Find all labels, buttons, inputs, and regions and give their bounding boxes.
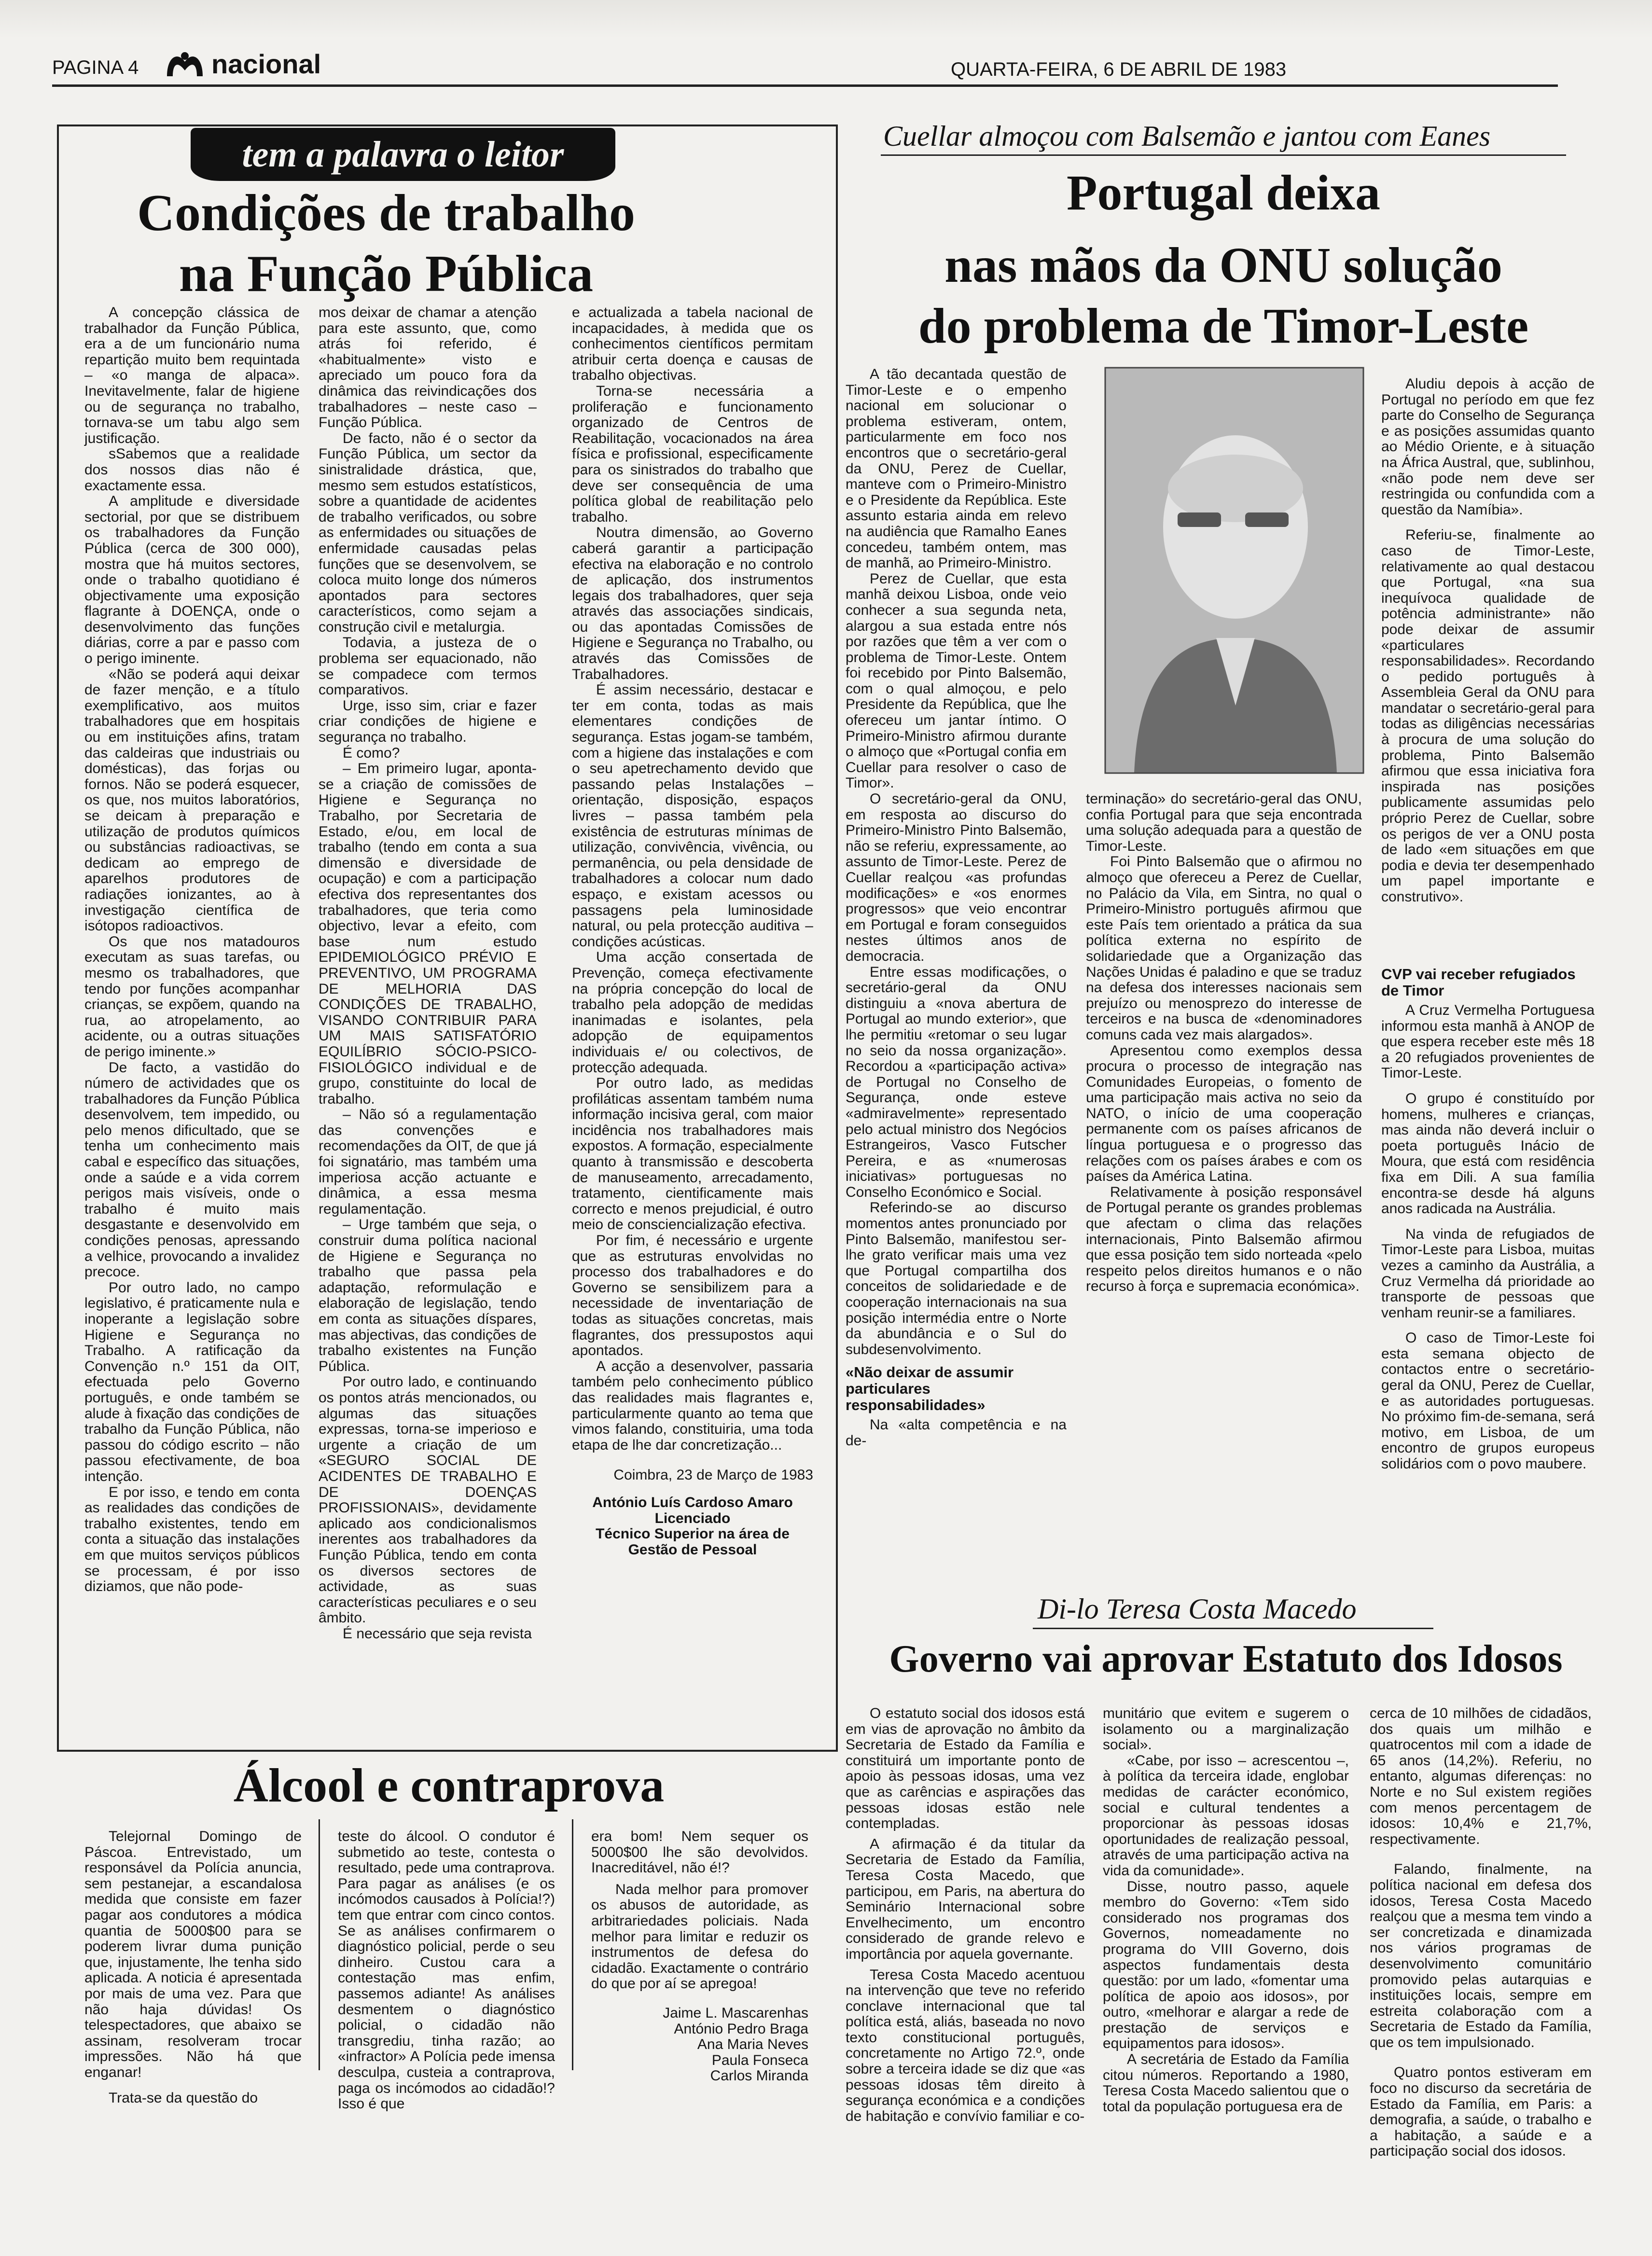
paragraph: O estatuto social dos idosos está em vias de aprovação no âmbito da Secretaria de Estado da Família e constituirá um importante ponto de apoio às pessoas idosas, uma vez que as carências e aspirações das pessoas idosas estão nele contempladas. — [846, 1705, 1085, 1832]
page-top-edge — [0, 0, 1652, 39]
paragraph: – Em primeiro lugar, aponta-se a criação de comissões de Higiene e Segurança no Trabalho, por Secretaria de Estado, e/ou, em local de trabalho (tendo em conta a sua dimensão e diversidade de ocupação) e com a participação efectiva dos representantes dos trabalhadores, que teria como objectivo, levar a efeito, com base num estudo EPIDEMIOLÓGICO PRÉVIO E PREVENTIVO, UM PROGRAMA DE MELHORIA DAS CONDIÇÕES DE TRABALHO, VISANDO CONTRIBUIR PARA UM MAIS SATISFATÓRIO EQUILÍBRIO SÓCIO-PSICO-FISIOLÓGICO individual e de grupo, constituinte do local de trabalho. — [319, 761, 537, 1107]
cvp-subhead: CVP vai receber refugiados de Timor — [1381, 966, 1576, 999]
paragraph: O grupo é constituído por homens, mulheres e crianças, mas ainda não deverá incluir o poeta português Inácio de Moura, que está com residência fixa em Dili. A sua família encontra-se desde há alguns anos radicada na Austrália. — [1381, 1090, 1595, 1217]
alcool-column-2 — [338, 1829, 555, 2128]
timor-subhead: «Não deixar de assumir particulares responsabilidades» — [846, 1364, 1014, 1414]
timor-kicker-rule — [881, 154, 1566, 156]
paragraph: teste do álcool. O condutor é submetido ao teste, contesta o resultado, pede uma contraprova. Para pagar as análises (e os incómodos causados à Polícia!?) tem que entrar com cinco contos. Se as análises confirmarem o diagnóstico policial, perde o seu dinheiro. Custou cara a contestação mas enfim, passemos adiante! As análises desmentem o diagnóstico policial, o cidadão não transgrediu, tinha razão; ao «infractor» A Polícia pede imensa desculpa, custeia a contraprova, paga os incómodos ao cidadão!? Isso é que — [338, 1828, 555, 2112]
timor-title-line2: nas mãos da ONU solução — [944, 237, 1502, 293]
letters-column-2 — [319, 305, 537, 1753]
paragraph: Na «alta competência e na de- — [846, 1417, 1067, 1449]
alcool-column-1 — [84, 1829, 302, 2128]
paragraph: e actualizada a tabela nacional de incapacidades, à medida que os conhecimentos científicos permitam atribuir certa doença e causas de trabalho objectivas. — [572, 304, 813, 384]
paragraph: A secretária de Estado da Família citou números. Reportando a 1980, Teresa Costa Macedo salientou que o total da população portuguesa era de — [1103, 2051, 1349, 2115]
idosos-title: Governo vai aprovar Estatuto dos Idosos — [889, 1638, 1563, 1680]
paragraph: Falando, finalmente, na política nacional em defesa dos idosos, Teresa Costa Macedo realçou que a mesma tem vindo a ser concretizada e dinamizada nos vários programas de desenvolvimento comunitário promovido pelas autarquias e instituições locais, sempre em estreita colaboração com a Secretaria de Estado da Família, que os tem impulsionado. — [1370, 1861, 1592, 2050]
alcool-title: Álcool e contraprova — [233, 1758, 665, 1812]
idosos-kicker-rule — [1033, 1628, 1433, 1629]
paragraph: A acção a desenvolver, passaria também pelo conhecimento público das realidades mais flagrantes e, particularmente quanto ao tema que vimos falando, constituiria, uma toda etapa de lhe dar concretização... — [572, 1358, 813, 1453]
alcool-column-3 — [591, 1829, 808, 2128]
letters-signature-role: Técnico Superior na área de — [596, 1526, 790, 1542]
cvp-column — [1381, 966, 1595, 1545]
paragraph: Telejornal Domingo de Páscoa. Entrevistado, um responsável da Polícia anuncia, sem pestanejar, a escandalosa medida que consiste em fazer pagar aos condutores a módica quantia de 5000$00 para se poderem livrar duma punição que, injustamente, lhe tenha sido aplicada. A noticia é apresentada por mais de uma vez. Para que não haja dúvidas! Os telespectadores, que abaixo se assinam, resolveram trocar impressões. Não há que enganar! — [84, 1828, 302, 2080]
paragraph: Disse, noutro passo, aquele membro do Governo: «Tem sido considerado nos programas dos Governos, nomeadamente no programa do VIII Governo, dois aspectos fundamentais desta questão: por um lado, «fomentar uma política de apoio aos idosos», por outro, «melhorar e alargar a rede de prestação de serviços e equipamentos para idosos». — [1103, 1878, 1349, 2052]
timor-column-2 — [1086, 791, 1362, 1544]
timor-column-1 — [846, 367, 1067, 1544]
timor-column-3 — [1381, 376, 1595, 955]
paragraph: terminação» do secretário-geral das ONU, confia Portugal para que seja encontrada uma solução adequada para a questão de Timor-Leste. — [1086, 791, 1362, 854]
alcool-left-rule — [319, 1819, 320, 2070]
paragraph: Referiu-se, finalmente ao caso de Timor-Leste, relativamente ao qual destacou que Portugal, «na sua inequívoca qualidade de potência administrante» não pode deixar de assumir «particulares responsabilidades». Recordando o pedido português à Assembleia Geral da ONU para mandatar o secretário-geral para todas as diligências necessárias à procura de uma solução do problema, Pinto Balsemão afirmou que essa iniciativa fora inspirada nas posições publicamente assumidas pelo próprio Perez de Cuellar, sobre os perigos de ver a ONU posta de lado «em situações em que podia e devia ter desempenhado um papel importante e construtivo». — [1381, 527, 1595, 905]
paragraph: Torna-se necessária a proliferação e funcionamento organizado de Centros de Reabilitação, vocacionados na área física e profissional, especificamente para os sinistrados do trabalho que deve ser consequência de uma política global de reabilitação pelo trabalho. — [572, 383, 813, 525]
page-label: PAGINA 4 — [52, 57, 139, 78]
paragraph: Uma acção consertada de Prevenção, começa efectivamente na própria concepção do local de trabalho pela adopção de medidas inanimadas e isolantes, pela adopção de equipamentos individuais e/ ou colectivos, de protecção adequada. — [572, 949, 813, 1076]
paragraph: A tão decantada questão de Timor-Leste e o empenho nacional em solucionar o problema estiveram, ontem, particularmente em foco nos encontros que o secretário-geral da ONU, Perez de Cuellar, manteve com o Primeiro-Ministro e o Presidente da República. Este assunto estaria ainda em relevo na audiência que Ramalho Eanes concedeu, também ontem, mas de manhã, ao Primeiro-Ministro. — [846, 366, 1067, 571]
paragraph: Quatro pontos estiveram em foco no discurso da secretária de Estado da Família, em Paris: a demografia, a saúde, o trabalho e a habitação, a saúde e a participação social dos idosos. — [1370, 2064, 1592, 2159]
paragraph: Urge, isso sim, criar e fazer criar condições de higiene e segurança no trabalho. — [319, 697, 537, 746]
paragraph: – Não só a regulamentação das convenções e recomendações da OIT, de que já foi signatário, mas também uma imperiosa acção actuante e dinâmica, a essa mesma regulamentação. — [319, 1107, 537, 1217]
paragraph: Teresa Costa Macedo acentuou na intervenção que teve no referido conclave internacional que tal política está, aliás, baseada no novo texto constitucional português, concretamente no Artigo 72.º, onde sobre a terceira idade se diz que «as pessoas idosas têm direito à segurança económica e a condições de habitação e convívio familiar e co- — [846, 1966, 1085, 2124]
paragraph: E por isso, e tendo em conta as realidades das condições de trabalho existentes, tendo em conta a situação das instalações em que muitos serviços públicos se processam, é por isso diziamos, que não pode- — [84, 1484, 300, 1595]
paragraph: Trata-se da questão do — [109, 2090, 258, 2106]
paragraph: A amplitude e diversidade sectorial, por que se distribuem os trabalhadores da Função Pública (cerca de 300 000), mostra que há muitos sectores, onde o trabalho quotidiano é objectivamente uma exposição flagrante à DOENÇA, onde o desenvolvimento das funções diárias, corre a par e passo com o perigo iminente. — [84, 493, 300, 667]
section-name: nacional — [211, 49, 321, 79]
paragraph: Apresentou como exemplos dessa procura o processo de integração nas Comunidades Europeias, o fomento de uma participação mais activa no seio da NATO, o início de uma cooperação permanente com os países africanos de língua portuguesa e o progresso das relações com os países árabes e com os países da América Latina. — [1086, 1042, 1362, 1185]
paragraph: Por fim, é necessário e urgente que as estruturas envolvidas no processo dos trabalhadores e do Governo se sensibilizem para a necessidade de inventariação de todas as situações concretas, mais flagrantes, dos pressupostos aqui apontados. — [572, 1232, 813, 1359]
letters-banner-text: tem a palavra o leitor — [242, 134, 564, 175]
alcool-signature: Carlos Miranda — [710, 2068, 808, 2084]
alcool-signature: António Pedro Braga — [674, 2021, 808, 2037]
letters-signature-name: António Luís Cardoso Amaro — [592, 1494, 793, 1510]
idosos-column-2 — [1103, 1706, 1349, 2227]
idosos-column-1 — [846, 1706, 1085, 2227]
paragraph: Foi Pinto Balsemão que o afirmou no almoço que ofereceu a Perez de Cuellar, no Palácio da Vila, em Sintra, no qual o Primeiro-Ministro português afirmou que este País tem orientado a prática da sua política externa no espírito de solidariedade que a Organização das Nações Unidas é paladino e que se traduz na defesa dos interesses nacionais sem prejuízo ou menosprezo do interesse de terceiros e na busca de «denominadores comuns cada vez mais alargados». — [1086, 854, 1362, 1043]
paragraph: A concepção clássica de trabalhador da Função Pública, era a de um funcionário numa repartição muito bem requintada – «o manga de alpaca». Inevitavelmente, falar de higiene ou de segurança no trabalho, tornava-se um tabu algo sem justificação. — [84, 304, 300, 446]
paragraph: Todavia, a justeza de o problema ser equacionado, não se compadece com termos comparativos. — [319, 635, 537, 698]
paragraph: Perez de Cuellar, que esta manhã deixou Lisboa, onde veio conhecer a sua segunda neta, alargou a sua estada entre nós por razões que têm a ver com o problema de Timor-Leste. Ontem foi recebido por Pinto Balsemão, com o qual almoçou, e pelo Presidente da República, que lhe ofereceu um jantar íntimo. O Primeiro-Ministro afirmou durante o almoço que «Portugal confia em Cuellar para resolver o caso de Timor». — [846, 570, 1067, 791]
letters-title-line2: na Função Pública — [179, 245, 594, 303]
idosos-kicker: Di-lo Teresa Costa Macedo — [1038, 1593, 1357, 1625]
paragraph: A afirmação é da titular da Secretaria de Estado da Família, Teresa Costa Macedo, que participou, em Paris, na abertura do Seminário Internacional sobre Envelhecimento, um encontro considerado de grande relevo e importância por aquela governante. — [846, 1836, 1085, 1962]
newspaper-logo-icon — [163, 47, 207, 82]
paragraph: É necessário que seja revista — [343, 1625, 532, 1642]
paragraph: Por outro lado, no campo legislativo, é praticamente nula e inoperante a legislação sobre Higiene e Segurança no Trabalho. A ratificação da Convenção n.º 151 da OIT, efectuada pelo Governo português, e onde também se alude à fixação das condições de trabalho da Função Pública, não passou do código escrito – não passou efectivamente, de boa intenção. — [84, 1279, 300, 1484]
alcool-right-rule — [572, 1819, 573, 2070]
paragraph: Noutra dimensão, ao Governo caberá garantir a participação efectiva na elaboração e no controlo de aplicação, dos instrumentos legais dos trabalhadores, quer seja através das associações sindicais, ou das apontadas Comissões de Higiene e Segurança no Trabalho, ou através das Comissões de Trabalhadores. — [572, 525, 813, 682]
paragraph: cerca de 10 milhões de cidadãos, dos quais um milhão e quatrocentos mil com a idade de 65 anos (14,2%). Referiu, no entanto, algumas diferenças: no Norte e no Sul existem regiões com menos percentagem de idosos: 10,4% e 21,7%, respectivamente. — [1370, 1705, 1592, 1847]
paragraph: mos deixar de chamar a atenção para este assunto, que, como atrás foi referido, é «habitualmente» visto e apreciado um pouco fora da dinâmica das reivindicações dos trabalhadores – neste caso – Função Pública. — [319, 304, 537, 431]
paragraph: É assim necessário, destacar e ter em conta, todas as mais elementares condições de segurança. Estas jogam-se também, com a higiene das instalações e com o seu apetrechamento devido que passando pelas Instalações – orientação, disposição, espaços livres – passa também pela existência de estruturas mínimas de utilização, convivência, vivência, ou permanência, ou pela densidade de trabalhadores a colocar num dado espaço, e existam acessos ou passagens pela luminosidade natural, ou pela protecção auditiva – condições acústicas. — [572, 682, 813, 950]
idosos-column-3 — [1370, 1706, 1592, 2227]
alcool-signature: Jaime L. Mascarenhas — [663, 2005, 808, 2021]
paragraph: Relativamente à posição responsável de Portugal perante os grandes problemas que afectam o clima das relações internacionais, Pinto Balsemão afirmou que essa posição tem sido norteada «pelo respeito pelos direitos humanos e o não recurso à força e supremacia económica». — [1086, 1184, 1362, 1295]
letters-signature-degree: Licenciado — [654, 1510, 731, 1526]
letters-column-1 — [84, 304, 300, 1595]
alcool-signature: Paula Fonseca — [711, 2052, 808, 2068]
letters-banner — [191, 128, 615, 181]
paragraph: De facto, não é o sector da Função Pública, um sector da sinistralidade drástica, que, mesmo sem estudos estatísticos, sobre a quantidade de acidentes de trabalho verificados, ou sobre as enfermidades ou situações de enfermidade causadas pelas funções que se desenvolvem, se coloca muito longe dos números apontados para sectores característicos, como sejam a construção civil e metalurgia. — [319, 430, 537, 635]
paragraph: sSabemos que a realidade dos nossos dias não é exactamente essa. — [84, 446, 300, 494]
letters-place-date: Coimbra, 23 de Março de 1983 — [613, 1467, 813, 1483]
timor-kicker: Cuellar almoçou com Balsemão e jantou com Eanes — [883, 120, 1491, 152]
paragraph: «Não se poderá aqui deixar de fazer menção, e a título exemplificativo, aos muitos trabalhadores que em hospitais ou em instituições afins, tratam das caldeiras que industriais ou domésticas), das forjas ou fornos. Não se poderá esquecer, os que, nos muitos laboratórios, se deicam à preparação e utilização de produtos químicos ou substâncias radioactivas, se dedicam ao emprego de aparelhos produtores de radiações ionizantes, ao à investigação científica de isótopos radioactivos. — [84, 666, 300, 934]
paragraph: Referindo-se ao discurso momentos antes pronunciado por Pinto Balsemão, manifestou ser-lhe grato verificar mais uma vez que Portugal compartilha dos conceitos de solidariedade e de cooperação internacionais na sua posição intermédia entre o Norte da abundância e o Sul do subdesenvolvimento. — [846, 1200, 1067, 1357]
issue-date: QUARTA-FEIRA, 6 DE ABRIL DE 1983 — [951, 59, 1287, 80]
timor-title-line3: do problema de Timor-Leste — [918, 298, 1529, 354]
paragraph: A Cruz Vermelha Portuguesa informou esta manhã à ANOP de que espera receber este mês 18 a 20 refugiados provenientes de Timor-Leste. — [1381, 1002, 1595, 1081]
masthead-rule — [52, 84, 1558, 87]
paragraph: Aludiu depois à acção de Portugal no período em que fez parte do Conselho de Segurança e as posições assumidas quanto ao Médio Oriente, e à situação na África Austral, que, sublinhou, «não pode nem deve ser restringida ou confundida com a questão da Namíbia». — [1381, 376, 1595, 518]
paragraph: Entre essas modificações, o secretário-geral da ONU distinguiu a «nova abertura de Portugal ao mundo exterior», que lhe permitiu «retomar o seu lugar no seio da nossa organização». Recordou a «participação activa» de Portugal no Conselho de Segurança, onde esteve «admiravelmente» representado pelo actual ministro dos Negócios Estrangeiros, Vasco Futscher Pereira, e as «numerosas iniciativas» portuguesas no Conselho Económico e Social. — [846, 964, 1067, 1200]
paragraph: Na vinda de refugiados de Timor-Leste para Lisboa, muitas vezes a caminho da Austrália, a Cruz Vermelha dá prioridade ao transporte de pessoas que venham reunir-se a familiares. — [1381, 1226, 1595, 1321]
paragraph: era bom! Nem sequer os 5000$00 lhe são devolvidos. Inacreditável, não é!? — [591, 1828, 808, 1876]
alcool-signature: Ana Maria Neves — [697, 2036, 808, 2053]
paragraph: O secretário-geral da ONU, em resposta ao discurso do Primeiro-Ministro Pinto Balsemão, não se referiu, expressamente, ao assunto de Timor-Leste. Perez de Cuellar realçou «as profundas modificações» e «os enormes progressos» que veio encontrar em Portugal e foram conseguidos nestes últimos anos de democracia. — [846, 791, 1067, 964]
paragraph: De facto, a vastidão do número de actividades que os trabalhadores da Função Pública desenvolvem, tem impedido, ou pelo menos dificultado, que se tenha um conhecimento mais cabal e específico das situações, onde a saúde e a vida correm perigos mais visíveis, onde o trabalho é muito mais desgastante e desenvolvido em condições penosas, apressando a velhice, provocando a invalidez precoce. — [84, 1059, 300, 1280]
paragraph: – Urge também que seja, o construir duma política nacional de Higiene e Segurança no trabalho que passa pela adaptação, reformulação e elaboração de legislação, tendo em conta as situações díspares, mas abjectivas, das condições de trabalho existentes na Função Pública. — [319, 1217, 537, 1374]
letters-title-line1: Condições de trabalho — [137, 184, 636, 242]
paragraph: «Cabe, por isso – acrescentou –, à política da terceira idade, englobar medidas de carácter económico, social e cultural tendentes a proporcionar às pessoas idosas oportunidades de realização pessoal, através de uma participação activa na vida da comunidade». — [1103, 1752, 1349, 1879]
paragraph: Os que nos matadouros executam as suas tarefas, ou mesmo os trabalhadores, que tendo por funções acompanhar crianças, se expõem, quando na rua, ao atropelamento, ao acidente, ou a outras situações de perigo iminente.» — [84, 933, 300, 1060]
paragraph: Por outro lado, as medidas profiláticas assentam também numa informação incisiva geral, com maior incidência nos trabalhadores mais expostos. A formação, especialmente quanto à transmissão e descoberta de manuseamento, arrecadamento, tratamento, cientificamente mais correcto e menos prejudicial, é outro meio de consciencialização efectiva. — [572, 1075, 813, 1233]
timor-title-line1: Portugal deixa — [1067, 165, 1380, 221]
paragraph: Nada melhor para promover os abusos de autoridade, as arbitrariedades policiais. Nada melhor para limitar e reduzir os instrumentos de defesa do cidadão. Exactamente o contrário do que por aí se apregoa! — [591, 1881, 808, 1992]
paragraph: Por outro lado, e continuando os pontos atrás mencionados, ou algumas das situações expressas, torna-se imperioso e urgente a criação de um «SEGURO SOCIAL DE ACIDENTES DE TRABALHO E DE DOENÇAS PROFISSIONAIS», devidamente aplicado aos condicionalismos inerentes aos trabalhadores da Função Pública, tendo em conta os diversos sectores de actividade, as suas características peculiares e o seu âmbito. — [319, 1374, 537, 1626]
cuellar-photo — [1105, 368, 1363, 773]
paragraph: O caso de Timor-Leste foi esta semana objecto de contactos entre o secretário-geral da ONU, Perez de Cuellar, e as autoridades portuguesas. No próximo fim-de-semana, será motivo, em Lisboa, de um encontro de grupos europeus solidários com o povo maubere. — [1381, 1330, 1595, 1472]
paragraph: É como? — [343, 745, 400, 761]
letters-column-3 — [572, 305, 813, 1748]
letters-signature-area: Gestão de Pessoal — [628, 1541, 757, 1558]
paragraph: munitário que evitem e sugerem o isolamento ou a marginalização social». — [1103, 1705, 1349, 1753]
